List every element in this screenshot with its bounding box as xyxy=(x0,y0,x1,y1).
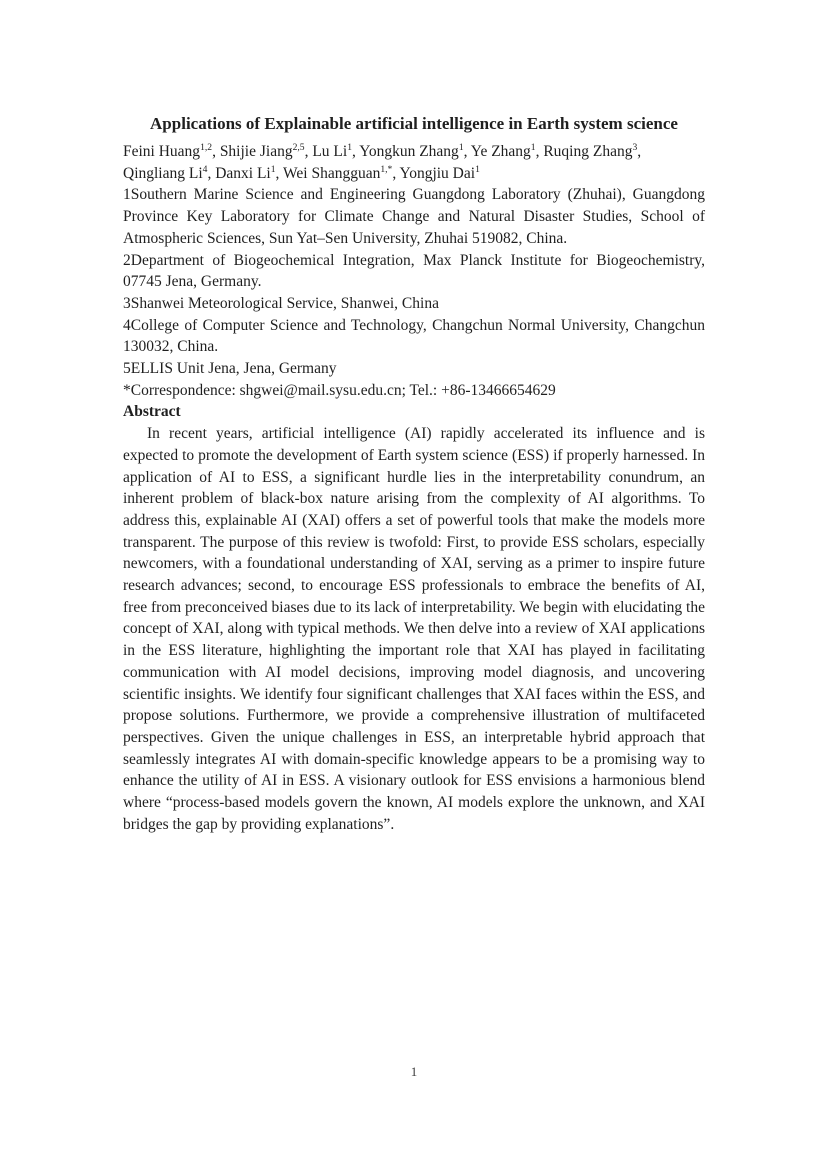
author-superscript: 2,5 xyxy=(292,141,305,153)
author-name: Shijie Jiang xyxy=(219,143,293,160)
affiliation-3: 3Shanwei Meteorological Service, Shanwei, China xyxy=(123,294,439,312)
author-name: Ye Zhang xyxy=(470,143,531,160)
author-name: Wei Shangguan xyxy=(283,164,381,182)
author-name: Feini Huang xyxy=(123,143,201,160)
author-superscript: 1 xyxy=(475,163,480,175)
author-name: Qingliang Li xyxy=(123,164,203,182)
affiliation-2: 2Department of Biogeochemical Integration, Max Planck Institute for Biogeochemistry, 07745 Jena, Germany. xyxy=(123,251,705,291)
author-superscript: 1 xyxy=(530,141,536,153)
author-name: Lu Li xyxy=(312,143,348,160)
page-number: 1 xyxy=(410,1064,418,1079)
affiliation-1: 1Southern Marine Science and Engineering Guangdong Laboratory (Zhuhai), Guangdong Province Key Laboratory for Climate Change and Natural Disaster Studies, School of Atmospheric Sciences, Sun Yat–Sen University, Zhuhai 519082, China. xyxy=(123,186,705,247)
author-superscript: 1 xyxy=(458,141,464,153)
author-superscript: 4 xyxy=(202,163,208,175)
affiliation-5: 5ELLIS Unit Jena, Jena, Germany xyxy=(123,360,337,378)
author-superscript: 3 xyxy=(632,141,638,153)
author-superscript: 1,* xyxy=(380,163,393,175)
author-superscript: 1,2 xyxy=(200,141,213,153)
author-name: Yongkun Zhang xyxy=(359,143,459,160)
paper-title: Applications of Explainable artificial intelligence in Earth system science xyxy=(150,114,678,133)
author-name: Ruqing Zhang xyxy=(543,143,633,160)
abstract-heading: Abstract xyxy=(123,403,181,421)
abstract-paragraph: In recent years, artificial intelligence (AI) rapidly accelerated its influence and is expected to promote the development of Earth system science (ESS) if properly harnessed. In application of AI to ESS, a significant hurdle lies in the interpretability conundrum, an inherent problem of black-box nature arising from the complexity of AI algorithms. To address this, explainable AI (XAI) offers a set of powerful tools that make the models more transparent. The purpose of this review is twofold: First, to provide ESS scholars, especially newcomers, with a foundational understanding of XAI, serving as a primer to inspire future research advances; second, to encourage ESS professionals to embrace the benefits of AI, free from preconceived biases due to its lack of interpretability. We begin with elucidating the concept of XAI, along with typical methods. We then delve into a review of XAI applications in the ESS literature, highlighting the important role that XAI has played in facilitating communication with AI model decisions, improving model diagnosis, and uncovering scientific insights. We identify four significant challenges that XAI faces within the ESS, and propose solutions. Furthermore, we provide a comprehensive illustration of multifaceted perspectives. Given the unique challenges in ESS, an interpretable hybrid approach that seamlessly integrates AI with domain-specific knowledge appears to be a promising way to enhance the utility of AI in ESS. A visionary outlook for ESS envisions a harmonious blend where “process-based models govern the known, AI models explore the unknown, and XAI bridges the gap by providing explanations”. xyxy=(123,425,705,833)
author-superscript: 1 xyxy=(270,163,276,175)
correspondence-line: *Correspondence: shgwei@mail.sysu.edu.cn; Tel.: +86-13466654629 xyxy=(123,381,556,399)
author-name: Danxi Li xyxy=(215,164,271,182)
author-superscript: 1 xyxy=(347,141,352,153)
author-list: Feini Huang$^{1,2}$, Shijie Jiang$^{2,5}$, Lu Li$^1$, Yongkun Zhang$^1$, Ye Zhang$^1$, Ruqing Zhang$^3$, Qingliang Li$^4$, Danxi Li$^1$, Wei Shangguan$^{1,*}$, Yongjiu Dai$^1$ xyxy=(123,141,642,182)
author-name: Yongjiu Dai xyxy=(399,164,476,182)
affiliation-4: 4College of Computer Science and Technology, Changchun Normal University, Changchun 130032, China. xyxy=(123,316,705,356)
